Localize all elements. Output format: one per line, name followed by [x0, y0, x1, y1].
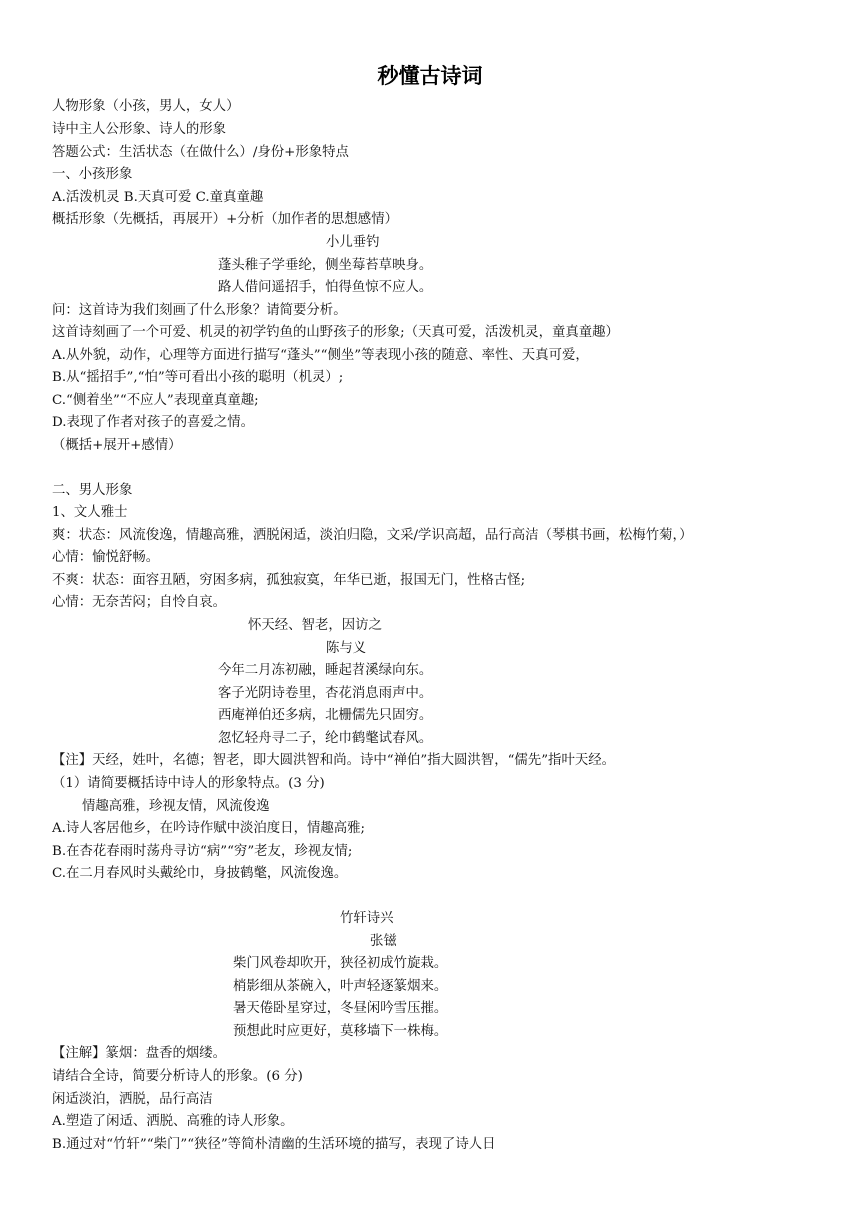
text-line: D.表现了作者对孩子的喜爱之情。: [52, 415, 254, 430]
poem-title: 竹轩诗兴: [340, 911, 394, 926]
poem-line: 梢影细从茶碗入，叶声轻逐篆烟来。: [233, 979, 448, 994]
section-heading: 一、小孩形象: [52, 167, 133, 182]
answer-summary: 闲适淡泊，洒脱，品行高洁: [52, 1092, 213, 1107]
text-line: 人物形象（小孩，男人，女人）: [52, 99, 240, 114]
text-line: A.诗人客居他乡，在吟诗作赋中淡泊度日，情趣高雅;: [52, 821, 366, 836]
text-line: （概括+展开+感情）: [52, 438, 182, 453]
text-line: 这首诗刻画了一个可爱、机灵的初学钓鱼的山野孩子的形象;（天真可爱，活泼机灵，童真童趣）: [52, 325, 619, 340]
text-line: B.在杏花春雨时荡舟寻访“病”“穷”老友，珍视友情;: [52, 844, 353, 859]
text-line: 答题公式：生活状态（在做什么）/身份+形象特点: [52, 145, 349, 160]
poem-line: 柴门风卷却吹开，狭径初成竹旋栽。: [233, 956, 448, 971]
text-line: C.“侧着坐”“不应人”表现童真童趣;: [52, 393, 259, 408]
text-line: B.从“摇招手”,“怕”等可看出小孩的聪明（机灵）;: [52, 370, 344, 385]
text-line: 爽：状态：风流俊逸，情趣高雅，洒脱闲适，淡泊归隐，文采/学识高超，品行高洁（琴棋书画，松梅竹菊，）: [52, 528, 693, 543]
poem-line: 客子光阴诗卷里，杏花消息雨声中。: [218, 686, 433, 701]
poem-author: 陈与义: [326, 641, 367, 656]
section-heading: 二、男人形象: [52, 483, 133, 498]
page-title: 秒懂古诗词: [377, 64, 483, 88]
poem-author: 张镃: [370, 934, 397, 949]
answer-summary: 情趣高雅，珍视友情，风流俊逸: [82, 799, 270, 814]
text-line: C.在二月春风时头戴纶巾，身披鹤氅，风流俊逸。: [52, 866, 348, 881]
poem-title: 怀天经、智老，因访之: [248, 618, 382, 633]
poem-line: 西庵禅伯还多病，北栅儒先只固穷。: [218, 708, 433, 723]
poem-line: 蓬头稚子学垂纶，侧坐莓苔草映身。: [218, 258, 433, 273]
poem-line: 忽忆轻舟寻二子，纶巾鹤氅试春风。: [218, 731, 433, 746]
question-line: （1）请简要概括诗中诗人的形象特点。(3 分): [52, 776, 325, 791]
text-line: A.塑造了闲适、洒脱、高雅的诗人形象。: [52, 1114, 294, 1129]
question-line: 请结合全诗，简要分析诗人的形象。(6 分): [52, 1069, 303, 1084]
poem-line: 预想此时应更好，莫移墙下一株梅。: [233, 1024, 448, 1039]
question-line: 问：这首诗为我们刻画了什么形象？请简要分析。: [52, 303, 347, 318]
text-line: B.通过对“竹轩”“柴门”“狭径”等简朴清幽的生活环境的描写，表现了诗人日: [52, 1137, 496, 1152]
poem-title: 小儿垂钓: [326, 235, 380, 250]
text-line: 诗中主人公形象、诗人的形象: [52, 122, 227, 137]
poem-line: 路人借问遥招手，怕得鱼惊不应人。: [218, 280, 433, 295]
note-line: 【注解】篆烟：盘香的烟缕。: [52, 1046, 227, 1061]
poem-line: 暑天倦卧星穿过，冬昼闲吟雪压摧。: [233, 1001, 448, 1016]
text-line: 概括形象（先概括，再展开）+分析（加作者的思想感情）: [52, 212, 398, 227]
subsection-heading: 1、文人雅士: [52, 505, 128, 520]
poem-line: 今年二月冻初融，睡起苕溪绿向东。: [218, 663, 433, 678]
text-line: A.活泼机灵 B.天真可爱 C.童真童趣: [52, 190, 264, 205]
text-line: A.从外貌，动作，心理等方面进行描写“蓬头”“侧坐”等表现小孩的随意、率性、天真可爱，: [52, 348, 589, 363]
text-line: 心情：愉悦舒畅。: [52, 550, 160, 565]
text-line: 心情：无奈苦闷；自怜自哀。: [52, 595, 227, 610]
text-line: 不爽：状态：面容丑陋，穷困多病，孤独寂寞，年华已逝，报国无门，性格古怪;: [52, 573, 526, 588]
note-line: 【注】天经，姓叶，名德；智老，即大圆洪智和尚。诗中“禅伯”指大圆洪智，“儒先”指叶天经。: [52, 753, 616, 768]
